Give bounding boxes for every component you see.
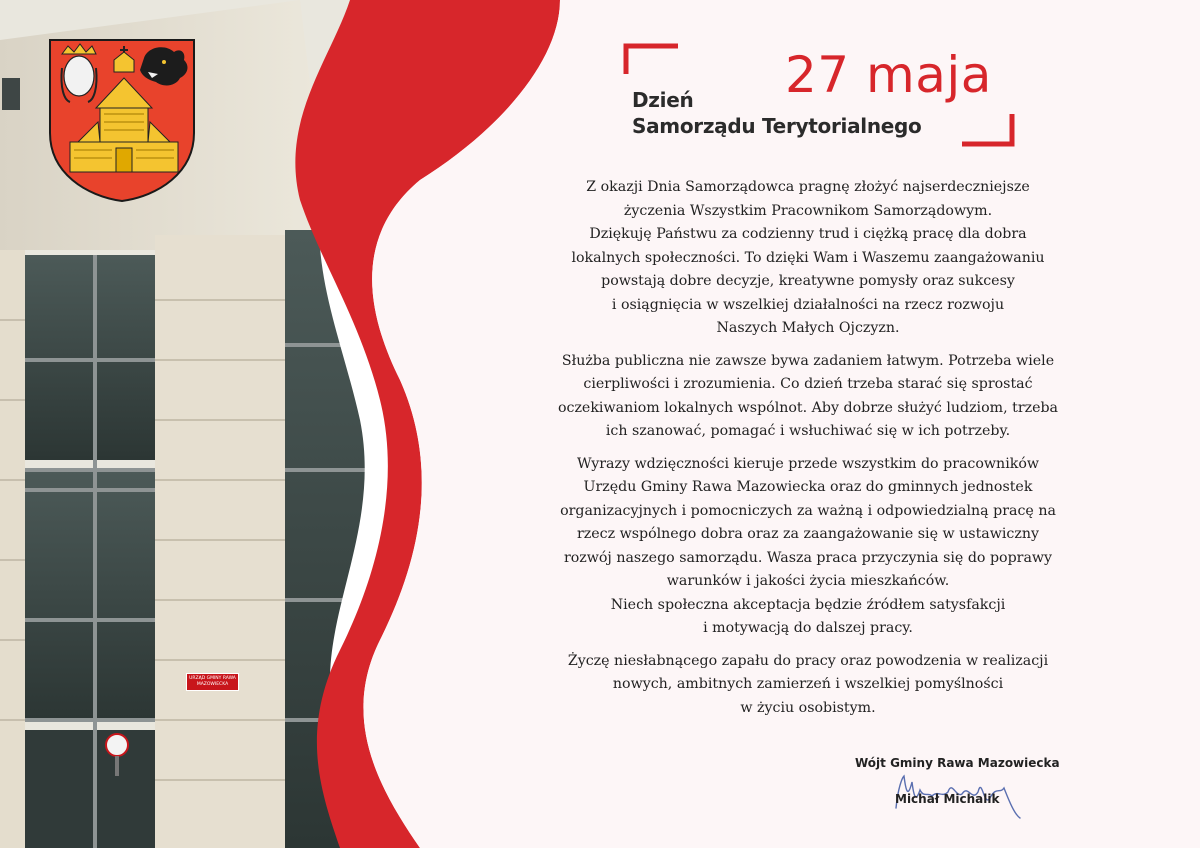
frame-corner-top-left — [626, 46, 678, 74]
signature-title: Wójt Gminy Rawa Mazowiecka — [855, 756, 1060, 770]
text-line: lokalnych społeczności. To dzięki Wam i Waszemu zaangażowaniu — [571, 249, 1045, 266]
event-title-line1: Dzień — [632, 88, 694, 112]
window-left-upper — [25, 255, 155, 460]
text-line: cierpliwości i zrozumienia. Co dzień trzeba starać się sprostać — [583, 376, 1033, 392]
greeting-paragraph — [538, 650, 1078, 721]
text-line: Naszych Małych Ojczyzn. — [716, 320, 900, 336]
text-line: powstają dobre decyzje, kreatywne pomysły oraz sukcesy — [601, 273, 1015, 289]
text-line: i motywacją do dalszej pracy. — [703, 620, 913, 636]
window-left-lower — [25, 470, 155, 720]
office-door-plate: URZĄD GMINY RAWA MAZOWIECKA — [186, 673, 239, 691]
text-line: rozwój naszego samorządu. Wasza praca przyczynia się do poprawy — [563, 549, 1053, 566]
text-line: Służba publiczna nie zawsze bywa zadaniem łatwym. Potrzeba wiele — [561, 352, 1055, 369]
text-line: Z okazji Dnia Samorządowca pragnę złożyć najserdeczniejsze — [586, 179, 1030, 195]
text-line: życzenia Wszystkim Pracownikom Samorządowym. — [623, 202, 993, 219]
signature-name: Michał Michalik — [895, 792, 1000, 806]
greeting-paragraph — [538, 176, 1078, 341]
text-line: organizacyjnych i pomocniczych za ważną i odpowiedzialną pracę na — [560, 502, 1056, 519]
emblem-sign — [106, 734, 128, 756]
emblem-sign-pole — [115, 756, 119, 776]
coat-of-arms-emblem — [48, 38, 196, 203]
text-line: w życiu osobistym. — [740, 699, 876, 716]
greeting-body — [538, 176, 1078, 729]
text-line: Niech społeczna akceptacja będzie źródłem satysfakcji — [610, 596, 1006, 613]
greeting-paragraph — [538, 350, 1078, 444]
column-center — [155, 235, 285, 848]
text-line: rzecz wspólnego dobra oraz za zaangażowanie się w ustawiczny — [577, 526, 1039, 542]
text-line: Urzędu Gminy Rawa Mazowiecka oraz do gminnych jednostek — [583, 479, 1033, 495]
text-line: Życzę niesłabnącego zapału do pracy oraz powodzenia w realizacji — [567, 652, 1049, 669]
window-left-door — [25, 730, 155, 848]
text-line: ich szanować, pomagać i wsłuchiwać się w ich potrzeby. — [605, 423, 1011, 439]
text-line: nowych, ambitnych zamierzeń i wszelkiej pomyślności — [612, 676, 1004, 692]
text-line: oczekiwaniom lokalnych wspólnot. Aby dobrze służyć ludziom, trzeba — [557, 399, 1059, 416]
text-line: Dziękuję Państwu za codzienny trud i ciężką pracę dla dobra — [589, 226, 1027, 242]
event-title-line2: Samorządu Terytorialnego — [632, 114, 922, 138]
text-line: i osiągnięcia w wszelkiej działalności na rzecz rozwoju — [611, 296, 1005, 313]
greeting-paragraph — [538, 453, 1078, 641]
text-line: warunków i jakości życia mieszkańców. — [666, 573, 950, 589]
frame-corner-bottom-right — [962, 114, 1012, 144]
column-left — [0, 250, 25, 848]
window-small — [2, 78, 20, 110]
text-line: Wyrazy wdzięczności kieruje przede wszystkim do pracowników — [576, 455, 1040, 472]
event-date: 27 maja — [785, 46, 992, 104]
